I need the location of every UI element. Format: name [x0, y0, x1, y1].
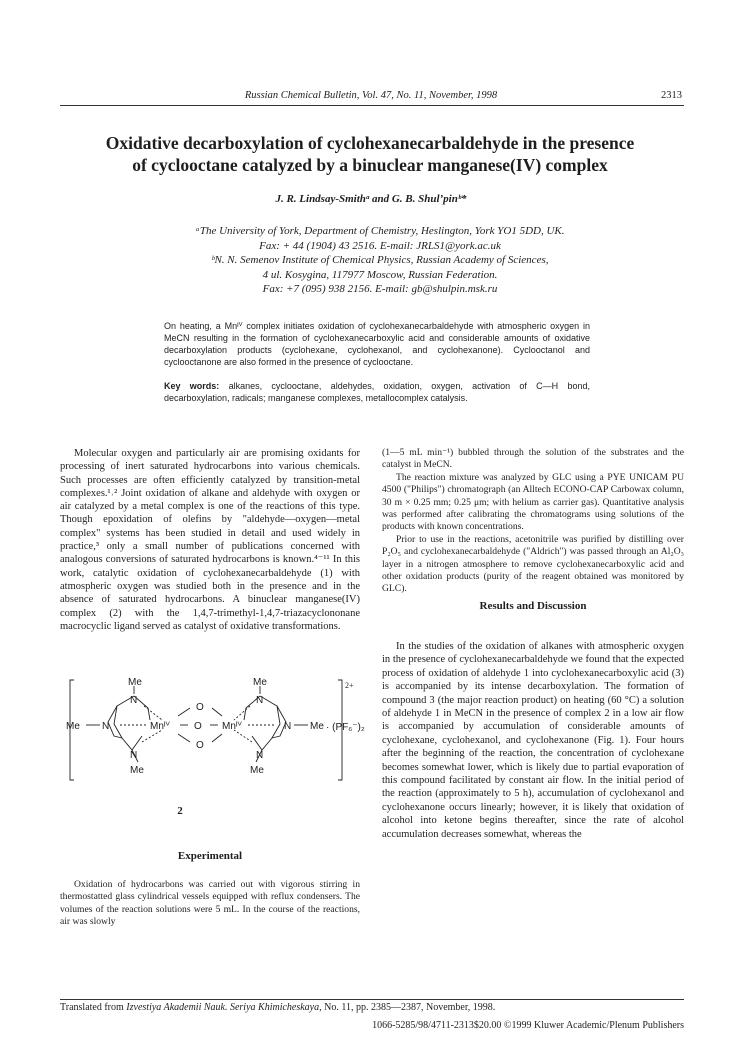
- experimental-paragraph: (1—5 mL min⁻¹) bubbled through the solution of the substrates and the catalyst in MeCN.: [382, 447, 684, 471]
- page-number: 2313: [661, 90, 682, 101]
- title-line-2: of cyclooctane catalyzed by a binuclear manganese(IV) complex: [132, 155, 608, 175]
- article-title: [40, 132, 700, 176]
- results-column: [382, 640, 684, 841]
- methyl-label: Me: [128, 677, 142, 688]
- charge-label: 2+: [345, 681, 354, 690]
- nitrogen-label: N: [130, 750, 138, 761]
- methyl-label: Me: [253, 677, 267, 688]
- running-head: [60, 90, 682, 106]
- results-paragraph: In the studies of the oxidation of alkanes with atmospheric oxygen in the presence of cyclohexanecarbaldehyde we found that the expected process of oxidation of aldehyde 1 into cyclohexanecarboxylic acid (3) is accompanied by its intense decarboxylation. The formation of compound 3 (the major reaction product) on heating (60 °C) a solution of aldehyde 1 in MeCN in the presence of complex 2 in a low air flow is accompanied by accumulation of considerable amounts of cyclohexane, cyclohexanol, and cyclohexanone (Fig. 1). Four hours after the beginning of the reaction, the concentration of cyclohexane becomes somewhat lower, which is likely due to partial evaporation of this compound facilitated by constant air flow. In the initial period of the reaction (approximately to 5 h), accumulation of cyclohexanol and cyclohexanone occurs linearly; however, it is likely that oxidation of alcohol into ketone begins thereafter, since the rate of alcohol accumulation decreases somewhat, whereas the: [382, 641, 684, 840]
- counterion-label: · (PF₆⁻)₂: [326, 722, 365, 733]
- experimental-continued-column: [382, 447, 684, 596]
- translated-suffix: No. 11, pp. 2385—2387, November, 1998.: [324, 1002, 496, 1013]
- copyright-line: 1066-5285/98/4711-2313$20.00 ©1999 Kluwer Academic/Plenum Publishers: [372, 1020, 684, 1031]
- oxygen-label: O: [196, 740, 204, 751]
- experimental-paragraph: Oxidation of hydrocarbons was carried out with vigorous stirring in thermostatted glass cylindrical vessels equipped with reflux condensers. The volumes of the reaction solutions were 5 mL. In the course of the reactions, air was slowly: [60, 879, 360, 928]
- translation-note: [60, 1001, 684, 1014]
- experimental-paragraph: Prior to use in the reactions, acetonitrile was purified by distilling over P₂O₅ and cyclohexanecarbaldehyde ("Aldrich") was passed through an Al₂O₃ layer in a nitrogen atmosphere to remove cyclohexanecarboxylic acid and other oxidation products (purity of the reagent obtained was monitored by GLC).: [382, 533, 684, 595]
- affiliation-line: ᵃThe University of York, Department of Chemistry, Heslington, York YO1 5DD, UK.: [195, 225, 565, 237]
- translated-source: Izvestiya Akademii Nauk. Seriya Khimicheskaya,: [126, 1002, 322, 1013]
- nitrogen-label: N: [256, 750, 264, 761]
- keywords-label: Key words:: [164, 381, 220, 391]
- manganese-label: Mnᴵⱽ: [222, 721, 242, 732]
- bottom-rule: [60, 999, 684, 1000]
- nitrogen-label: N: [130, 695, 138, 706]
- top-rule: [60, 105, 684, 106]
- methyl-label: Me: [130, 765, 144, 776]
- nitrogen-label: N: [256, 695, 264, 706]
- affiliation-line: ᵇN. N. Semenov Institute of Chemical Physics, Russian Academy of Sciences,: [211, 254, 549, 266]
- oxygen-label: O: [196, 702, 204, 713]
- methyl-label: Me: [250, 765, 264, 776]
- methyl-label: Me: [66, 721, 80, 732]
- compound-number: 2: [177, 805, 183, 817]
- intro-paragraph: Molecular oxygen and particularly air are promising oxidants for processing of inert saturated hydrocarbons into various chemicals. Such processes are often efficiently catalyzed by transition-metal complexes.¹˒² Joint oxidation of alkane and aldehyde with oxygen or air catalyzed by a metal complex is one of the reactions of this type. Though epoxidation of olefins by "aldehyde—oxygen—metal complex" systems has been studied in detail and used widely in practice,³ only a small number of publications concerned with analogous conversions of saturated hydrocarbons is known.⁴⁻¹¹ In this work, catalytic oxidation of cyclohexanecarbaldehyde (1) with atmospheric oxygen was studied both in the presence and in the absence of saturated hydrocarbons. A binuclear manganese(IV) complex (2) with the 1,4,7-trimethyl-1,4,7-triazacyclononane macrocyclic ligand served as catalyst of oxidative transformations.: [60, 448, 360, 632]
- affiliations: [120, 224, 640, 297]
- nitrogen-label: N: [284, 721, 292, 732]
- translated-prefix: Translated from: [60, 1002, 124, 1013]
- keywords-text: alkanes, cyclooctane, aldehydes, oxidation, oxygen, activation of C—H bond, decarboxylation, radicals; manganese complexes, metallocomplex catalysis.: [164, 381, 590, 403]
- methyl-label: Me: [310, 721, 324, 732]
- results-heading: Results and Discussion: [479, 600, 587, 612]
- manganese-label: Mnᴵⱽ: [150, 721, 170, 732]
- experimental-paragraph: The reaction mixture was analyzed by GLC using a PYE UNICAM PU 4500 ("Philips") chromatograph (an Alltech ECONO-CAP Carbowax column, 30 m × 0.25 mm; 0.25 μm; with helium as carrier gas). Quantitative analysis was performed after calibrating the chromatograms using solutions of the products with known concentrations.: [382, 471, 684, 533]
- affiliation-line: Fax: + 44 (1904) 43 2516. E-mail: JRLS1@york.ac.uk: [259, 239, 501, 252]
- experimental-heading: Experimental: [177, 850, 243, 862]
- experimental-column: [60, 879, 360, 929]
- authors: J. R. Lindsay-Smithᵃ and G. B. Shul’pinᵇ*: [275, 193, 467, 205]
- title-line-1: Oxidative decarboxylation of cyclohexanecarbaldehyde in the presence: [105, 133, 635, 153]
- complex-structure-diagram: [62, 676, 365, 786]
- journal-citation: Russian Chemical Bulletin, Vol. 47, No. 11, November, 1998: [244, 90, 498, 101]
- intro-column: [60, 447, 360, 633]
- keywords: [164, 380, 590, 404]
- nitrogen-label: N: [102, 721, 110, 732]
- affiliation-line: 4 ul. Kosygina, 117977 Moscow, Russian Federation.: [262, 268, 498, 281]
- oxygen-label: O: [194, 721, 202, 732]
- abstract: On heating, a Mnᴵⱽ complex initiates oxidation of cyclohexanecarbaldehyde with atmospheric oxygen in MeCN resulting in the formation of cyclohexanecarboxylic acid and considerable amounts of oxidative decarboxylation products (cyclohexane, cyclohexanol, and cyclohexanone). Cyclooctanol and cyclooctanone are also formed in the presence of cyclooctane.: [164, 321, 590, 367]
- affiliation-line: Fax: +7 (095) 938 2156. E-mail: gb@shulpin.msk.ru: [262, 283, 498, 295]
